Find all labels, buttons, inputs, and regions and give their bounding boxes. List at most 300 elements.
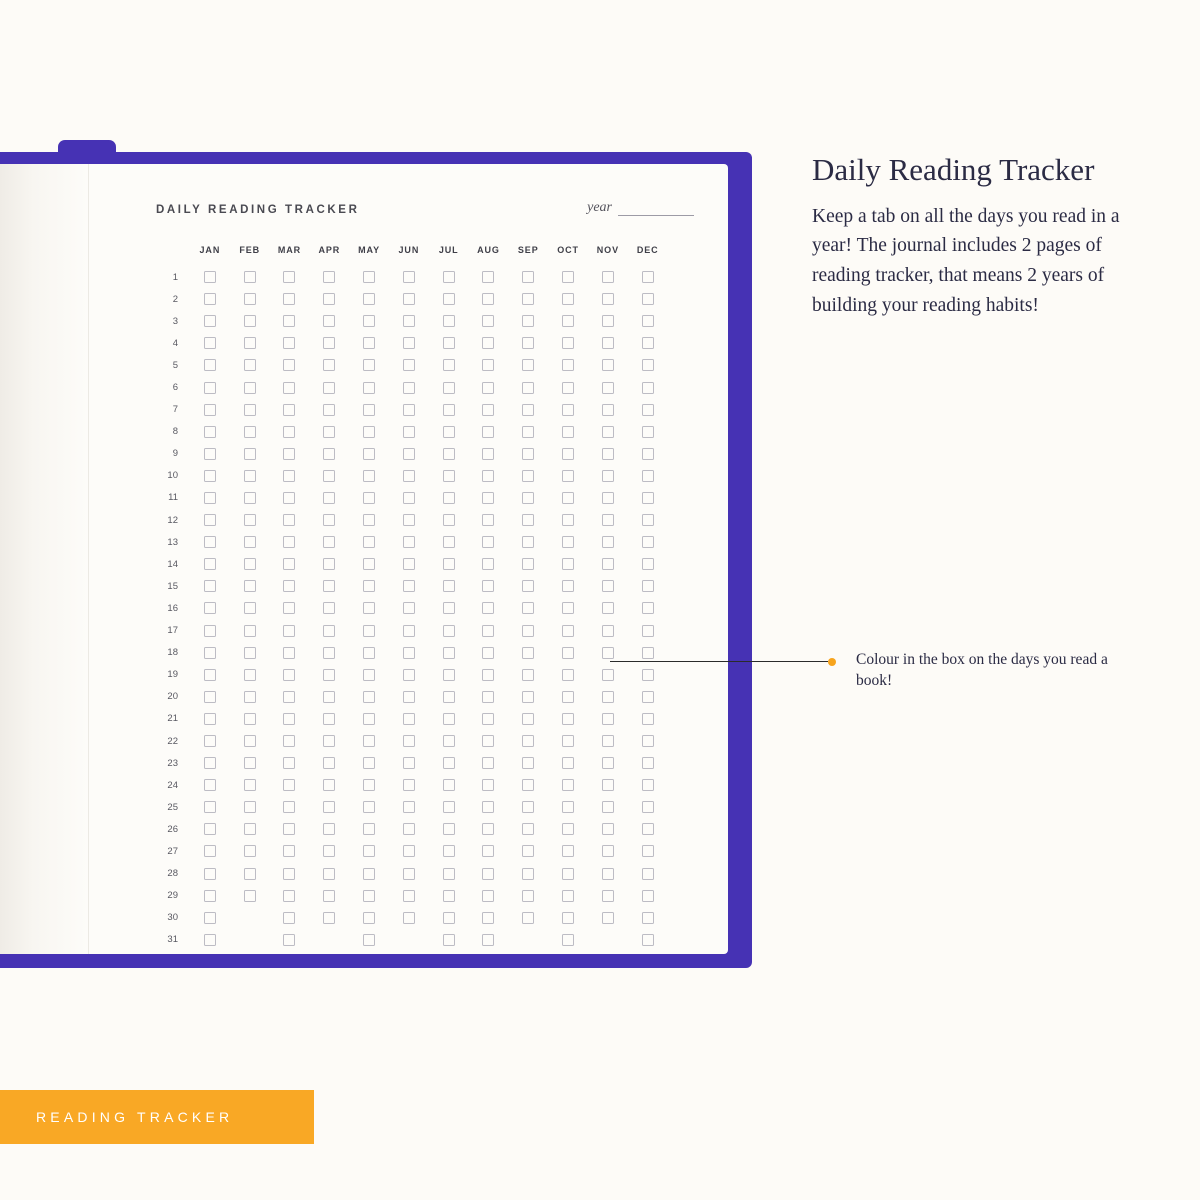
tracker-cell[interactable] [309,426,349,438]
checkbox-icon[interactable] [522,669,534,681]
checkbox-icon[interactable] [363,536,375,548]
checkbox-icon[interactable] [522,448,534,460]
tracker-cell[interactable] [349,735,389,747]
tracker-cell[interactable] [270,492,310,504]
tracker-cell[interactable] [588,845,628,857]
checkbox-icon[interactable] [602,801,614,813]
checkbox-icon[interactable] [522,492,534,504]
tracker-cell[interactable] [270,691,310,703]
tracker-cell[interactable] [469,735,509,747]
checkbox-icon[interactable] [244,536,256,548]
checkbox-icon[interactable] [323,801,335,813]
tracker-cell[interactable] [548,669,588,681]
checkbox-icon[interactable] [562,293,574,305]
tracker-cell[interactable] [548,426,588,438]
tracker-cell[interactable] [190,823,230,835]
tracker-cell[interactable] [190,691,230,703]
checkbox-icon[interactable] [244,404,256,416]
tracker-cell[interactable] [270,845,310,857]
tracker-cell[interactable] [429,912,469,924]
tracker-cell[interactable] [349,691,389,703]
tracker-cell[interactable] [309,912,349,924]
tracker-cell[interactable] [389,448,429,460]
tracker-cell[interactable] [469,890,509,902]
checkbox-icon[interactable] [443,536,455,548]
tracker-cell[interactable] [508,470,548,482]
checkbox-icon[interactable] [244,448,256,460]
tracker-cell[interactable] [548,448,588,460]
tracker-cell[interactable] [190,426,230,438]
tracker-cell[interactable] [230,337,270,349]
checkbox-icon[interactable] [522,757,534,769]
tracker-cell[interactable] [230,713,270,725]
tracker-cell[interactable] [508,625,548,637]
checkbox-icon[interactable] [602,470,614,482]
tracker-cell[interactable] [628,713,668,725]
tracker-cell[interactable] [389,558,429,570]
tracker-cell[interactable] [628,625,668,637]
checkbox-icon[interactable] [522,868,534,880]
tracker-cell[interactable] [309,845,349,857]
checkbox-icon[interactable] [244,868,256,880]
tracker-cell[interactable] [230,691,270,703]
checkbox-icon[interactable] [204,271,216,283]
tracker-cell[interactable] [588,382,628,394]
checkbox-icon[interactable] [403,470,415,482]
tracker-cell[interactable] [429,359,469,371]
tracker-cell[interactable] [349,890,389,902]
tracker-cell[interactable] [349,602,389,614]
checkbox-icon[interactable] [283,823,295,835]
checkbox-icon[interactable] [244,691,256,703]
checkbox-icon[interactable] [602,625,614,637]
tracker-cell[interactable] [190,580,230,592]
checkbox-icon[interactable] [602,580,614,592]
tracker-cell[interactable] [508,514,548,526]
checkbox-icon[interactable] [522,845,534,857]
checkbox-icon[interactable] [323,514,335,526]
checkbox-icon[interactable] [562,470,574,482]
checkbox-icon[interactable] [602,315,614,327]
checkbox-icon[interactable] [244,271,256,283]
tracker-cell[interactable] [469,315,509,327]
checkbox-icon[interactable] [403,625,415,637]
checkbox-icon[interactable] [363,558,375,570]
tracker-cell[interactable] [588,868,628,880]
tracker-cell[interactable] [429,492,469,504]
checkbox-icon[interactable] [283,801,295,813]
checkbox-icon[interactable] [482,470,494,482]
tracker-cell[interactable] [588,823,628,835]
checkbox-icon[interactable] [363,669,375,681]
checkbox-icon[interactable] [323,602,335,614]
tracker-cell[interactable] [309,801,349,813]
checkbox-icon[interactable] [323,404,335,416]
tracker-cell[interactable] [389,779,429,791]
checkbox-icon[interactable] [562,757,574,769]
tracker-cell[interactable] [588,757,628,769]
checkbox-icon[interactable] [204,691,216,703]
checkbox-icon[interactable] [403,426,415,438]
tracker-cell[interactable] [548,271,588,283]
checkbox-icon[interactable] [363,337,375,349]
checkbox-icon[interactable] [283,868,295,880]
tracker-cell[interactable] [389,536,429,548]
checkbox-icon[interactable] [562,890,574,902]
checkbox-icon[interactable] [482,271,494,283]
checkbox-icon[interactable] [562,426,574,438]
checkbox-icon[interactable] [642,315,654,327]
tracker-cell[interactable] [309,735,349,747]
checkbox-icon[interactable] [642,536,654,548]
tracker-cell[interactable] [628,801,668,813]
tracker-cell[interactable] [190,382,230,394]
checkbox-icon[interactable] [323,779,335,791]
checkbox-icon[interactable] [323,890,335,902]
tracker-cell[interactable] [309,625,349,637]
checkbox-icon[interactable] [283,934,295,946]
tracker-cell[interactable] [230,470,270,482]
tracker-cell[interactable] [309,580,349,592]
checkbox-icon[interactable] [283,713,295,725]
tracker-cell[interactable] [588,448,628,460]
tracker-cell[interactable] [270,536,310,548]
checkbox-icon[interactable] [443,404,455,416]
tracker-cell[interactable] [349,845,389,857]
checkbox-icon[interactable] [283,271,295,283]
checkbox-icon[interactable] [283,580,295,592]
tracker-cell[interactable] [349,934,389,946]
tracker-cell[interactable] [628,337,668,349]
checkbox-icon[interactable] [602,757,614,769]
checkbox-icon[interactable] [443,470,455,482]
tracker-cell[interactable] [628,580,668,592]
checkbox-icon[interactable] [642,514,654,526]
checkbox-icon[interactable] [363,448,375,460]
tracker-cell[interactable] [588,426,628,438]
tracker-cell[interactable] [628,558,668,570]
tracker-cell[interactable] [349,293,389,305]
checkbox-icon[interactable] [562,337,574,349]
checkbox-icon[interactable] [323,558,335,570]
checkbox-icon[interactable] [443,337,455,349]
tracker-cell[interactable] [389,382,429,394]
checkbox-icon[interactable] [443,691,455,703]
tracker-cell[interactable] [628,757,668,769]
tracker-cell[interactable] [548,912,588,924]
checkbox-icon[interactable] [522,735,534,747]
tracker-cell[interactable] [548,470,588,482]
tracker-cell[interactable] [429,890,469,902]
checkbox-icon[interactable] [562,315,574,327]
tracker-cell[interactable] [469,669,509,681]
checkbox-icon[interactable] [204,845,216,857]
checkbox-icon[interactable] [363,492,375,504]
checkbox-icon[interactable] [363,315,375,327]
tracker-cell[interactable] [349,359,389,371]
tracker-cell[interactable] [349,492,389,504]
checkbox-icon[interactable] [244,315,256,327]
checkbox-icon[interactable] [283,625,295,637]
tracker-cell[interactable] [429,647,469,659]
checkbox-icon[interactable] [482,912,494,924]
tracker-cell[interactable] [469,801,509,813]
tracker-cell[interactable] [230,845,270,857]
checkbox-icon[interactable] [562,735,574,747]
tracker-cell[interactable] [628,823,668,835]
checkbox-icon[interactable] [562,934,574,946]
checkbox-icon[interactable] [522,647,534,659]
tracker-cell[interactable] [628,735,668,747]
checkbox-icon[interactable] [642,934,654,946]
tracker-cell[interactable] [389,669,429,681]
tracker-cell[interactable] [429,337,469,349]
checkbox-icon[interactable] [403,669,415,681]
checkbox-icon[interactable] [522,315,534,327]
checkbox-icon[interactable] [363,801,375,813]
checkbox-icon[interactable] [443,647,455,659]
tracker-cell[interactable] [429,779,469,791]
tracker-cell[interactable] [349,404,389,416]
checkbox-icon[interactable] [482,625,494,637]
tracker-cell[interactable] [628,492,668,504]
checkbox-icon[interactable] [403,757,415,769]
checkbox-icon[interactable] [283,315,295,327]
checkbox-icon[interactable] [482,426,494,438]
checkbox-icon[interactable] [363,735,375,747]
checkbox-icon[interactable] [363,890,375,902]
checkbox-icon[interactable] [602,536,614,548]
checkbox-icon[interactable] [244,359,256,371]
tracker-cell[interactable] [429,602,469,614]
checkbox-icon[interactable] [323,823,335,835]
tracker-cell[interactable] [270,470,310,482]
tracker-cell[interactable] [548,779,588,791]
checkbox-icon[interactable] [204,868,216,880]
tracker-cell[interactable] [548,337,588,349]
tracker-cell[interactable] [349,713,389,725]
checkbox-icon[interactable] [363,713,375,725]
tracker-cell[interactable] [309,890,349,902]
checkbox-icon[interactable] [482,337,494,349]
tracker-cell[interactable] [349,271,389,283]
tracker-cell[interactable] [230,271,270,283]
checkbox-icon[interactable] [323,426,335,438]
checkbox-icon[interactable] [642,448,654,460]
tracker-cell[interactable] [469,868,509,880]
tracker-cell[interactable] [389,823,429,835]
tracker-cell[interactable] [469,691,509,703]
tracker-cell[interactable] [628,845,668,857]
tracker-cell[interactable] [349,337,389,349]
tracker-cell[interactable] [628,470,668,482]
tracker-cell[interactable] [270,823,310,835]
tracker-cell[interactable] [230,890,270,902]
checkbox-icon[interactable] [204,315,216,327]
checkbox-icon[interactable] [642,404,654,416]
tracker-cell[interactable] [469,337,509,349]
tracker-cell[interactable] [429,868,469,880]
tracker-cell[interactable] [548,713,588,725]
tracker-cell[interactable] [230,558,270,570]
checkbox-icon[interactable] [363,271,375,283]
checkbox-icon[interactable] [522,514,534,526]
checkbox-icon[interactable] [244,757,256,769]
checkbox-icon[interactable] [562,801,574,813]
checkbox-icon[interactable] [323,580,335,592]
tracker-cell[interactable] [429,382,469,394]
checkbox-icon[interactable] [522,823,534,835]
checkbox-icon[interactable] [403,337,415,349]
tracker-cell[interactable] [588,337,628,349]
checkbox-icon[interactable] [204,558,216,570]
checkbox-icon[interactable] [642,293,654,305]
checkbox-icon[interactable] [602,602,614,614]
tracker-cell[interactable] [429,580,469,592]
tracker-cell[interactable] [508,404,548,416]
checkbox-icon[interactable] [403,271,415,283]
checkbox-icon[interactable] [403,713,415,725]
checkbox-icon[interactable] [522,382,534,394]
checkbox-icon[interactable] [482,779,494,791]
tracker-cell[interactable] [190,713,230,725]
checkbox-icon[interactable] [323,713,335,725]
tracker-cell[interactable] [389,735,429,747]
tracker-cell[interactable] [508,691,548,703]
checkbox-icon[interactable] [482,691,494,703]
tracker-cell[interactable] [309,757,349,769]
tracker-cell[interactable] [309,470,349,482]
checkbox-icon[interactable] [642,426,654,438]
checkbox-icon[interactable] [204,404,216,416]
tracker-cell[interactable] [309,293,349,305]
checkbox-icon[interactable] [323,293,335,305]
checkbox-icon[interactable] [602,779,614,791]
checkbox-icon[interactable] [204,934,216,946]
tracker-cell[interactable] [270,669,310,681]
tracker-cell[interactable] [628,868,668,880]
tracker-cell[interactable] [429,669,469,681]
checkbox-icon[interactable] [244,735,256,747]
checkbox-icon[interactable] [642,337,654,349]
checkbox-icon[interactable] [482,514,494,526]
checkbox-icon[interactable] [443,293,455,305]
tracker-cell[interactable] [548,558,588,570]
checkbox-icon[interactable] [403,602,415,614]
tracker-cell[interactable] [588,271,628,283]
checkbox-icon[interactable] [443,602,455,614]
checkbox-icon[interactable] [642,801,654,813]
checkbox-icon[interactable] [403,536,415,548]
checkbox-icon[interactable] [443,382,455,394]
checkbox-icon[interactable] [363,602,375,614]
checkbox-icon[interactable] [283,912,295,924]
tracker-cell[interactable] [270,779,310,791]
tracker-cell[interactable] [270,426,310,438]
tracker-cell[interactable] [429,823,469,835]
tracker-cell[interactable] [469,514,509,526]
checkbox-icon[interactable] [403,845,415,857]
tracker-cell[interactable] [349,823,389,835]
tracker-cell[interactable] [508,315,548,327]
checkbox-icon[interactable] [482,934,494,946]
checkbox-icon[interactable] [283,845,295,857]
checkbox-icon[interactable] [522,426,534,438]
tracker-cell[interactable] [429,934,469,946]
tracker-cell[interactable] [349,470,389,482]
tracker-cell[interactable] [548,536,588,548]
tracker-cell[interactable] [190,868,230,880]
tracker-cell[interactable] [389,337,429,349]
tracker-cell[interactable] [389,801,429,813]
tracker-cell[interactable] [628,315,668,327]
checkbox-icon[interactable] [363,912,375,924]
checkbox-icon[interactable] [443,801,455,813]
tracker-cell[interactable] [628,602,668,614]
tracker-cell[interactable] [469,448,509,460]
tracker-cell[interactable] [508,602,548,614]
tracker-cell[interactable] [508,735,548,747]
checkbox-icon[interactable] [403,492,415,504]
checkbox-icon[interactable] [204,580,216,592]
checkbox-icon[interactable] [403,558,415,570]
checkbox-icon[interactable] [244,713,256,725]
tracker-cell[interactable] [190,514,230,526]
checkbox-icon[interactable] [363,470,375,482]
checkbox-icon[interactable] [602,382,614,394]
checkbox-icon[interactable] [443,359,455,371]
tracker-cell[interactable] [190,735,230,747]
tracker-cell[interactable] [230,514,270,526]
checkbox-icon[interactable] [204,757,216,769]
checkbox-icon[interactable] [482,735,494,747]
tracker-cell[interactable] [588,315,628,327]
checkbox-icon[interactable] [443,558,455,570]
checkbox-icon[interactable] [443,890,455,902]
checkbox-icon[interactable] [562,647,574,659]
tracker-cell[interactable] [389,293,429,305]
checkbox-icon[interactable] [323,359,335,371]
checkbox-icon[interactable] [443,271,455,283]
checkbox-icon[interactable] [602,426,614,438]
checkbox-icon[interactable] [482,602,494,614]
checkbox-icon[interactable] [443,426,455,438]
tracker-cell[interactable] [270,735,310,747]
tracker-cell[interactable] [270,558,310,570]
checkbox-icon[interactable] [482,868,494,880]
tracker-cell[interactable] [588,293,628,305]
tracker-cell[interactable] [230,757,270,769]
tracker-cell[interactable] [190,625,230,637]
tracker-cell[interactable] [469,536,509,548]
checkbox-icon[interactable] [363,934,375,946]
tracker-cell[interactable] [429,691,469,703]
checkbox-icon[interactable] [363,625,375,637]
checkbox-icon[interactable] [204,359,216,371]
checkbox-icon[interactable] [602,514,614,526]
checkbox-icon[interactable] [602,492,614,504]
checkbox-icon[interactable] [403,448,415,460]
tracker-cell[interactable] [628,271,668,283]
checkbox-icon[interactable] [522,404,534,416]
tracker-cell[interactable] [190,470,230,482]
checkbox-icon[interactable] [522,337,534,349]
checkbox-icon[interactable] [562,868,574,880]
tracker-cell[interactable] [469,382,509,394]
tracker-cell[interactable] [309,359,349,371]
checkbox-icon[interactable] [443,625,455,637]
tracker-cell[interactable] [349,558,389,570]
